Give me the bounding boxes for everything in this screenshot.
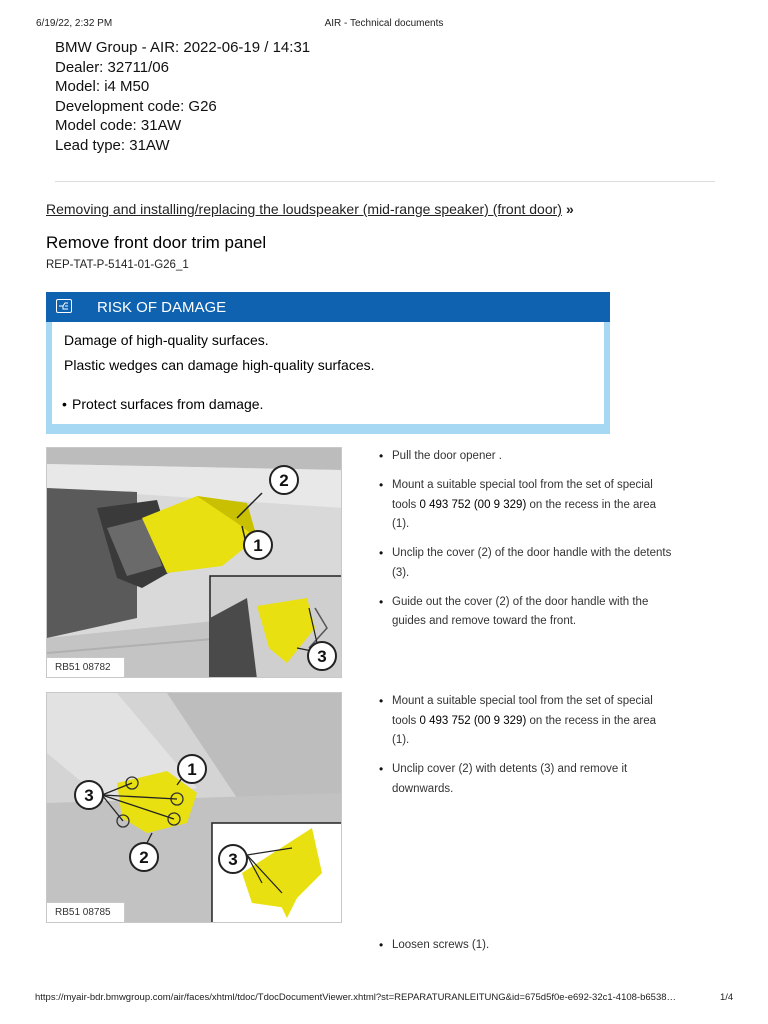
figure-id: RB51 08782 — [47, 657, 125, 677]
meta-development-code: Development code: G26 — [55, 97, 217, 115]
meta-group-line: BMW Group - AIR: 2022-06-19 / 14:31 — [55, 39, 311, 56]
notice-body — [52, 322, 604, 424]
document-metadata — [55, 38, 310, 156]
instruction-step — [375, 476, 675, 535]
instruction-list — [375, 447, 675, 641]
print-page-title: AIR - Technical documents — [324, 18, 444, 29]
notice-line: Plastic wedges can damage high-quality surfaces. — [64, 357, 375, 373]
instruction-step: • Pull the door opener . — [375, 447, 675, 467]
meta-model-code: Model code: 31AW — [55, 117, 182, 135]
step-text: on the recess in the area (1). — [392, 498, 657, 530]
instruction-step: • Unclip cover (2) with detents (3) and remove it downwards. — [375, 760, 675, 799]
figure-id: RB51 08785 — [47, 902, 125, 922]
notice-bullet: • Protect surfaces from damage. — [72, 396, 263, 412]
print-footer-url: https://myair-bdr.bmwgroup.com/air/faces/xhtml/tdoc/TdocDocumentViewer.xhtml?st=REPARATURANLEITUNG&id=675d5f0e-e692-32c1-4108-b6538… — [35, 992, 677, 1003]
note-hand-icon — [56, 299, 72, 313]
figure1-callout: 2 — [279, 471, 289, 490]
print-page-number: 1/4 — [720, 992, 734, 1003]
section-divider — [55, 181, 715, 182]
figure1-callout: 1 — [253, 536, 263, 555]
breadcrumb-link[interactable]: Removing and installing/replacing the loudspeaker (mid-range speaker) (front door) — [46, 201, 562, 217]
notice-line: Damage of high-quality surfaces. — [64, 332, 269, 348]
step-text: Mount a suitable special tool from the set of special tools — [392, 695, 653, 727]
document-code: REP-TAT-P-5141-01-G26_1 — [46, 259, 189, 271]
door-cover-figure — [46, 692, 342, 923]
instruction-step: • Unclip the cover (2) of the door handle with the detents (3). — [375, 544, 675, 583]
door-cover-illustration — [47, 693, 342, 923]
notice-title: RISK OF DAMAGE — [97, 299, 227, 316]
step-text: on the recess in the area (1). — [392, 714, 657, 746]
notice-header — [46, 292, 610, 322]
figure2-callout: 3 — [84, 786, 94, 805]
door-handle-figure — [46, 447, 342, 678]
instruction-step: • Guide out the cover (2) of the door handle with the guides and remove toward the front. — [375, 593, 675, 632]
meta-lead-type: Lead type: 31AW — [55, 136, 170, 154]
special-tool-number: 0 493 752 (00 9 329) — [419, 714, 527, 727]
meta-dealer: Dealer: 32711/06 — [55, 58, 169, 76]
figure2-callout: 3 — [228, 850, 238, 869]
instruction-step — [375, 692, 675, 751]
risk-of-damage-notice — [46, 292, 610, 434]
door-handle-illustration — [47, 448, 342, 678]
special-tool-number: 0 493 752 (00 9 329) — [419, 498, 527, 511]
chevron-right-icon: » — [565, 201, 574, 217]
figure1-callout: 3 — [317, 647, 327, 666]
meta-model: Model: i4 M50 — [55, 78, 150, 96]
figure2-callout: 1 — [187, 760, 197, 779]
breadcrumb — [46, 201, 574, 217]
instruction-list — [375, 692, 675, 809]
instruction-list — [375, 936, 675, 965]
figure2-callout: 2 — [139, 848, 149, 867]
page-title: Remove front door trim panel — [46, 233, 267, 252]
print-datetime: 6/19/22, 2:32 PM — [36, 18, 113, 29]
step-text: Mount a suitable special tool from the set of special tools — [392, 479, 653, 511]
instruction-step: • Loosen screws (1). — [375, 936, 675, 956]
